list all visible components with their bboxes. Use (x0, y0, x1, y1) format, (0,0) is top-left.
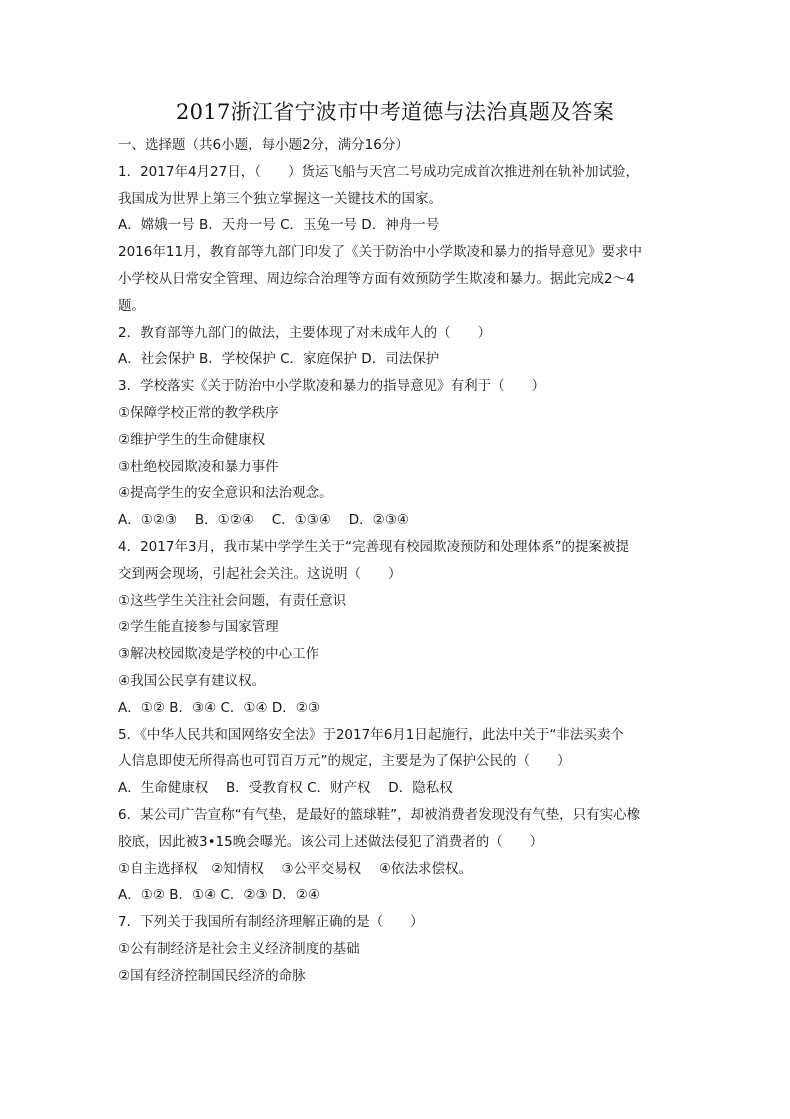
text-line: 小学校从日常安全管理、周边综合治理等方面有效预防学生欺凌和暴力。据此完成2～4 (118, 270, 635, 287)
text-line: 题。 (118, 297, 145, 314)
text-line: 6．某公司广告宣称“有气垫，是最好的篮球鞋”，却被消费者发现没有气垫，只有实心橡 (118, 806, 641, 823)
text-line: 2．教育部等九部门的做法，主要体现了对未成年人的（ ） (118, 324, 492, 341)
text-line: ①公有制经济是社会主义经济制度的基础 (118, 940, 360, 957)
text-line: A．生命健康权 B．受教育权 C．财产权 D．隐私权 (118, 780, 453, 797)
document-body (118, 132, 678, 990)
text-line: ④我国公民享有建议权。 (118, 672, 266, 689)
text-line: 4．2017年3月，我市某中学学生关于“完善现有校园欺凌预防和处理体系”的提案被提 (118, 538, 630, 555)
text-line: ①这些学生关注社会问题，有责任意识 (118, 592, 347, 609)
text-line: A．①② B．①④ C．②③ D．②④ (118, 887, 321, 904)
text-line: 人信息即使无所得高也可罚百万元”的规定，主要是为了保护公民的（ ） (118, 753, 571, 770)
text-line: 交到两会现场，引起社会关注。这说明（ ） (118, 565, 402, 582)
text-line: ③杜绝校园欺凌和暴力事件 (118, 458, 279, 475)
text-line: ④提高学生的安全意识和法治观念。 (118, 485, 333, 502)
text-line: 3．学校落实《关于防治中小学欺凌和暴力的指导意见》有利于（ ） (118, 378, 546, 395)
text-line: A．嫦娥一号 B．天舟一号 C．玉兔一号 D．神舟一号 (118, 217, 440, 234)
text-line: 胶底，因此被3•15晚会曝光。该公司上述做法侵犯了消费者的（ ） (118, 833, 544, 850)
text-line: ①自主选择权 ②知情权 ③公平交易权 ④依法求偿权。 (118, 860, 472, 877)
text-line: 2016年11月，教育部等九部门印发了《关于防治中小学欺凌和暴力的指导意见》要求中 (118, 244, 643, 261)
text-line: ③解决校园欺凌是学校的中心工作 (118, 646, 320, 663)
text-line: ①保障学校正常的教学秩序 (118, 404, 279, 421)
text-line: 7．下列关于我国所有制经济理解正确的是（ ） (118, 914, 424, 931)
text-line: A．社会保护 B．学校保护 C．家庭保护 D．司法保护 (118, 351, 440, 368)
text-line: ②国有经济控制国民经济的命脉 (118, 967, 306, 984)
document-title: 2017浙江省宁波市中考道德与法治真题及答案 (175, 100, 615, 124)
text-line: ②维护学生的生命健康权 (118, 431, 266, 448)
text-line: A．①② B．③④ C．①④ D．②③ (118, 699, 321, 716)
text-line: A．①②③ B．①②④ C．①③④ D．②③④ (118, 512, 409, 529)
text-line: 我国成为世界上第三个独立掌握这一关键技术的国家。 (118, 190, 442, 207)
text-line: ②学生能直接参与国家管理 (118, 619, 279, 636)
text-line: 1．2017年4月27日，（ ）货运飞船与天宫二号成功完成首次推进剂在轨补加试验， (118, 163, 639, 180)
text-line: 一、选择题（共6小题，每小题2分，满分16分） (118, 137, 409, 153)
text-line: 5．《中华人民共和国网络安全法》于2017年6月1日起施行，此法中关于“非法买卖个 (118, 726, 624, 743)
